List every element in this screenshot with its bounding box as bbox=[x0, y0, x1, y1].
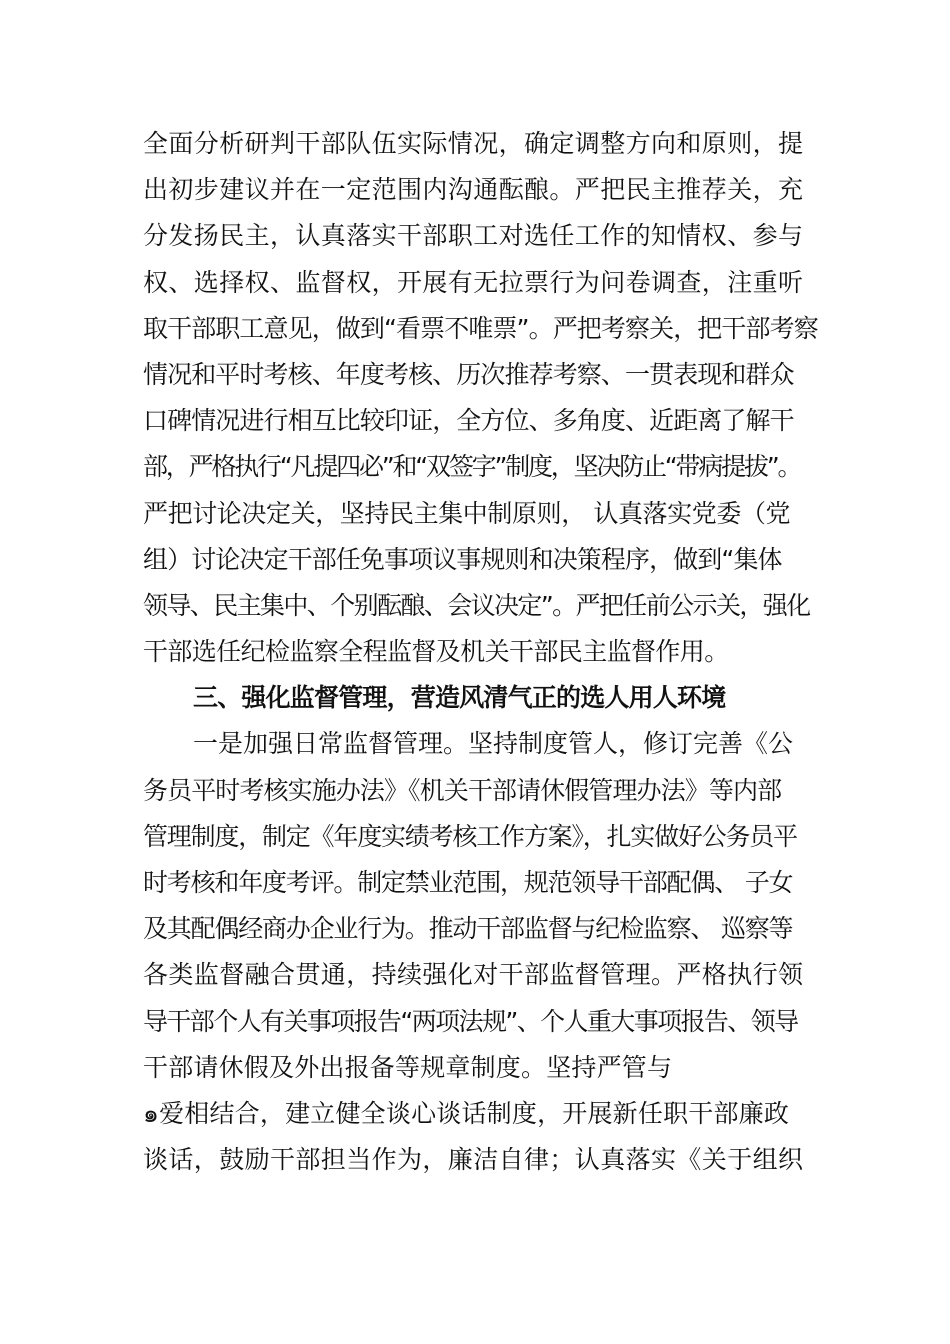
text-line: 干部请休假及外出报备等规章制度。坚持严管与 bbox=[143, 1052, 673, 1082]
text-line: 分发扬民主，认真落实干部职工对选任工作的知情权、参与 bbox=[143, 221, 804, 251]
text-line: 严把讨论决定关，坚持民主集中制原则， 认真落实党委（党 bbox=[143, 498, 791, 528]
text-line: 时考核和年度考评。制定禁业范围，规范领导干部配偶、 子女 bbox=[143, 868, 793, 897]
text-line: 权、选择权、监督权，开展有无拉票行为问卷调查，注重听 bbox=[143, 267, 804, 297]
text-line: 口碑情况进行相互比较印证，全方位、多角度、近距离了解干 bbox=[143, 406, 794, 436]
text-line: 组）讨论决定干部任免事项议事规则和决策程序，做到“集体 bbox=[143, 544, 782, 574]
text-line: ๑爱相结合，建立健全谈心谈话制度，开展新任职干部廉政 bbox=[143, 1098, 790, 1128]
text-line: 情况和平时考核、年度考核、历次推荐考察、一贯表现和群众 bbox=[143, 359, 794, 389]
text-line: 务员平时考核实施办法》《机关干部请休假管理办法》等内部 bbox=[143, 775, 782, 805]
text-line: 及其配偶经商办企业行为。推动干部监督与纪检监察、 巡察等 bbox=[143, 914, 793, 944]
text-line: 取干部职工意见，做到“看票不唯票”。严把考察关，把干部考察 bbox=[143, 313, 818, 343]
text-line: 出初步建议并在一定范围内沟通酝酿。严把民主推荐关，充 bbox=[143, 175, 804, 205]
text-line: 一是加强日常监督管理。坚持制度管人，修订完善《公 bbox=[193, 729, 794, 759]
text-line: 全面分析研判干部队伍实际情况，确定调整方向和原则，提 bbox=[143, 129, 804, 158]
section-heading: 三、强化监督管理，营造风清气正的选人用人环境 bbox=[193, 683, 726, 713]
text-line: 各类监督融合贯通，持续强化对干部监督管理。严格执行领 bbox=[143, 960, 804, 990]
text-line: 领导、民主集中、个别酝酿、会议决定”。严把任前公示关，强化 bbox=[143, 590, 810, 620]
text-line: 导干部个人有关事项报告“两项法规”、个人重大事项报告、领导 bbox=[143, 1006, 798, 1036]
text-line: 谈话，鼓励干部担当作为，廉洁自律；认真落实《关于组织 bbox=[143, 1145, 804, 1175]
text-line: 干部选任纪检监察全程监督及机关干部民主监督作用。 bbox=[143, 637, 729, 667]
body-text bbox=[143, 121, 833, 1183]
text-line: 部，严格执行“凡提四必”和“双签字”制度，坚决防止“带病提拔”。 bbox=[143, 452, 801, 482]
text-line: 管理制度，制定《年度实绩考核工作方案》，扎实做好公务员平 bbox=[143, 821, 797, 851]
